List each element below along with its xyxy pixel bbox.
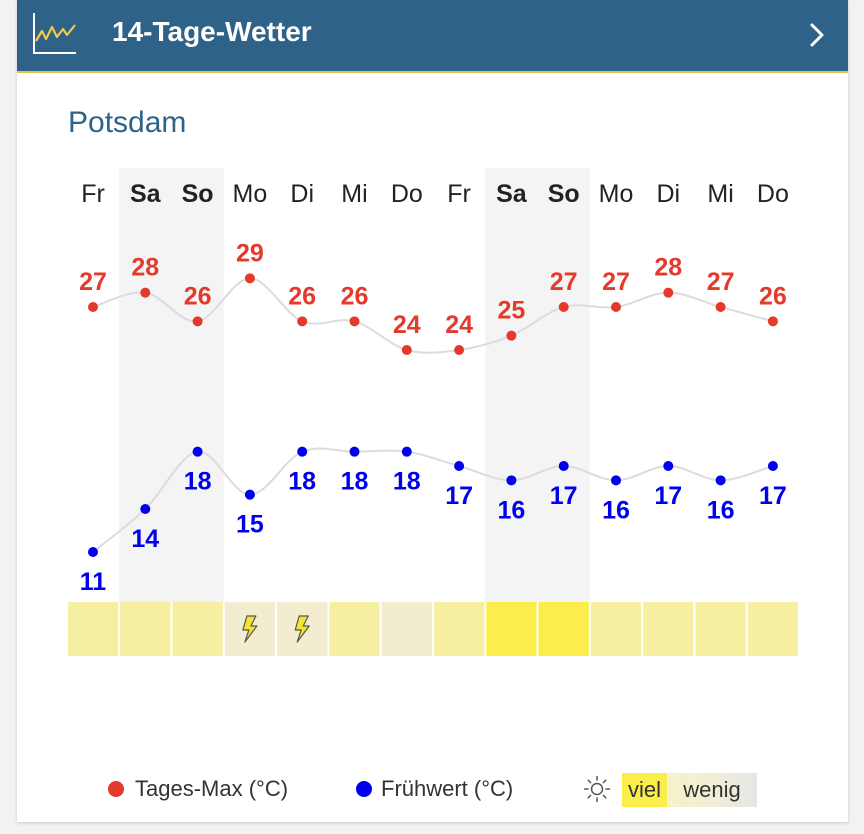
legend-sun-low: wenig xyxy=(667,773,757,807)
day-label: Di xyxy=(290,180,315,208)
min-temp-point xyxy=(559,461,569,471)
max-temp-value: 26 xyxy=(183,282,212,311)
day-label: Mi xyxy=(707,180,734,208)
sunshine-cell xyxy=(120,602,170,656)
location-name: Potsdam xyxy=(68,106,187,139)
max-temp-point xyxy=(297,316,307,326)
max-temp-point xyxy=(454,345,464,355)
min-temp-value: 11 xyxy=(79,567,107,596)
min-temp-point xyxy=(350,447,360,457)
max-temp-value: 27 xyxy=(79,268,107,296)
min-temp-point xyxy=(716,475,726,485)
day-label: Di xyxy=(656,180,681,208)
max-temp-value: 24 xyxy=(445,310,474,339)
max-temp-point xyxy=(559,302,569,312)
max-temp-point xyxy=(768,316,778,326)
sunshine-cell xyxy=(748,602,798,656)
legend-min-dot xyxy=(356,781,372,797)
max-temp-point xyxy=(140,288,150,298)
weekend-column xyxy=(171,168,223,602)
min-temp-value: 17 xyxy=(654,482,683,510)
sunshine-cell xyxy=(434,602,484,656)
min-temp-value: 18 xyxy=(392,467,421,496)
max-temp-point xyxy=(506,331,516,341)
max-temp-point xyxy=(663,288,673,298)
sunshine-cell xyxy=(695,602,745,656)
min-temp-point xyxy=(88,547,98,557)
legend-sun-high: viel xyxy=(622,773,667,807)
min-temp-point xyxy=(768,461,778,471)
min-temp-point xyxy=(297,447,307,457)
max-temp-point xyxy=(245,273,255,283)
day-label: So xyxy=(181,180,214,208)
day-label: Do xyxy=(390,180,423,208)
sunshine-cell xyxy=(486,602,536,656)
day-label: Sa xyxy=(496,180,527,208)
min-temp-point xyxy=(193,447,203,457)
max-temp-value: 27 xyxy=(549,268,578,296)
max-temp-value: 28 xyxy=(654,253,683,282)
min-temp-value: 17 xyxy=(445,482,474,510)
min-temp-value: 16 xyxy=(497,496,526,525)
min-temp-value: 18 xyxy=(288,467,317,496)
max-temp-value: 26 xyxy=(288,282,317,311)
min-temp-point xyxy=(611,475,621,485)
day-label: Fr xyxy=(81,180,105,208)
day-label: Fr xyxy=(447,180,471,208)
min-temp-value: 15 xyxy=(235,510,264,539)
max-temp-point xyxy=(350,316,360,326)
day-label: So xyxy=(547,180,580,208)
min-temp-value: 18 xyxy=(340,467,369,496)
sunshine-cell xyxy=(539,602,589,656)
day-label: Mo xyxy=(598,180,634,208)
max-temp-value: 28 xyxy=(131,253,160,282)
min-temp-value: 18 xyxy=(183,467,212,496)
sunshine-cell xyxy=(172,602,222,656)
day-label: Sa xyxy=(130,180,161,208)
sunshine-cell xyxy=(643,602,693,656)
weather-card xyxy=(17,0,848,822)
header-title: 14-Tage-Wetter xyxy=(112,16,312,47)
max-temp-value: 25 xyxy=(497,296,526,325)
day-label: Mo xyxy=(232,180,268,208)
sunshine-cell xyxy=(382,602,432,656)
sun-icon xyxy=(583,775,611,803)
max-temp-point xyxy=(611,302,621,312)
min-temp-value: 17 xyxy=(549,482,578,510)
weekend-column xyxy=(538,168,590,602)
day-label: Mi xyxy=(341,180,368,208)
max-temp-point xyxy=(716,302,726,312)
max-temp-point xyxy=(88,302,98,312)
legend-min-label: Frühwert (°C) xyxy=(381,776,514,801)
legend xyxy=(17,770,848,810)
max-temp-value: 27 xyxy=(706,268,735,296)
max-temp-point xyxy=(402,345,412,355)
min-temp-value: 16 xyxy=(706,496,735,525)
legend-max-label: Tages-Max (°C) xyxy=(135,776,289,801)
forecast-chart xyxy=(17,0,848,760)
legend-max-dot xyxy=(108,781,124,797)
max-temp-value: 26 xyxy=(758,282,787,311)
min-temp-point xyxy=(140,504,150,514)
day-label: Do xyxy=(756,180,789,208)
sunshine-cell xyxy=(68,602,118,656)
min-temp-point xyxy=(663,461,673,471)
min-temp-value: 14 xyxy=(131,524,160,553)
sunshine-cell xyxy=(329,602,379,656)
sunshine-cell xyxy=(591,602,641,656)
max-temp-value: 27 xyxy=(602,268,630,296)
min-temp-point xyxy=(506,475,516,485)
max-temp-value: 26 xyxy=(340,282,369,311)
min-temp-point xyxy=(454,461,464,471)
weekend-column xyxy=(485,168,537,602)
max-temp-value: 24 xyxy=(392,310,421,339)
min-temp-value: 16 xyxy=(602,496,630,525)
min-temp-point xyxy=(245,490,255,500)
max-temp-point xyxy=(193,316,203,326)
min-temp-value: 17 xyxy=(758,482,787,510)
max-temp-value: 29 xyxy=(235,239,264,268)
min-temp-point xyxy=(402,447,412,457)
